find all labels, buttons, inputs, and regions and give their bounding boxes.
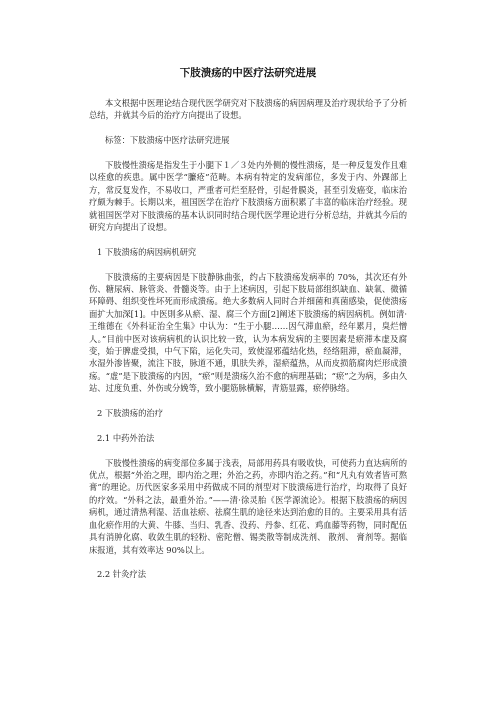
section-1-paragraph: 下肢溃疡的主要病因是下肢静脉曲张，约占下肢溃疡发病率的 70%，其次还有外伤、糖尿病、脉管炎、骨髓炎等。由于上述病因，引起下肢局部组织缺血、缺氧、微循环障碍、组织变性坏死而形成溃疡。绝大多数病人同时合并细菌和真菌感染，促使溃疡面扩大加深[1]。中医則多从瘀、湿、腐三个方面[2]阐述下肢溃疡的病因病机。例如清·王维德在《外科证治全生集》中认为：“生于小腿……因气滞血瘀，经年累月，臭烂憎人。”目前中医对该病病机的认识比较一致，认为本病发病的主要因素是瘀滞本虚及腐变，始于脾虚受损，中气下陷，运化失司，致使湿邪蕴结化热，经络阻滞，瘀血凝滞，水湿外渗皆聚，流注下肢，脉道不通，肌肤失养，湿瘀蕴热，从而皮损筋腐肉烂形成溃疡。“虚”是下肢溃疡的内因，“瘀”则是溃疡久治不愈的病理基础；“瘀”之为病，多由久站、过度负重、外伤或分娩等，致小腿筋脉横解，青筋显露，瘀停脉络。 <box>89 271 407 394</box>
section-1-heading: 1 下肢溃疡的病因病机研究 <box>97 246 197 257</box>
section-2-1-paragraph: 下肢慢性溃疡的病变部位多属于浅表，局部用药具有吸收快，可使药力直达病所的优点，根据“外治之理，即内治之理；外治之药，亦即内治之药。”和“凡丸有效者皆可熬膏”的理论。历代医家多采用中药做成不同的剂型对下肢溃疡进行治疗，均取得了良好的疗效。“外科之法，最重外治。”——清·徐灵胎《医学源流论》。根据下肢溃疡的病因病机，通过清热利湿、活血祛瘀、祛腐生肌的途径来达到治愈的目的。主要采用具有活血化瘀作用的大黄、牛膝、当归、乳香、没药、丹参、红花、鸡血藤等药物，同时配伍具有消肿化腐、收敛生肌的轻粉、密陀僧、锡类散等制成洗剂、 散剂、 膏剂等。据临床报道，其有效率达 90%以上。 <box>89 457 407 555</box>
document-page <box>89 66 407 593</box>
document-title: 下肢溃疡的中医疗法研究进展 <box>179 67 317 79</box>
section-2-1-heading: 2.1 中药外治法 <box>97 432 155 443</box>
section-2-heading: 2 下肢溃疡的治疗 <box>97 408 163 419</box>
intro-paragraph: 下肢慢性溃疡是指发生于小腿下１／３处内外侧的慢性溃疡，是一种反复发作且难以痊愈的疾患。属中医学“臁疮”范畴。本病有特定的发病部位，多发于内、外踝部上方，常反复发作，不易收口，严重者可烂至胫骨，引起骨膜炎，甚至引发癌变，临床治疗颇为棘手。长期以来，祖国医学在治疗下肢溃疡方面积累了丰富的临床治疗经验。现就祖国医学对下肢溃疡的基本认识同时结合现代医学理论进行分析总结，并就其今后的研究方向提出了设想。 <box>89 160 407 233</box>
abstract-paragraph: 本文根据中医理论结合现代医学研究对下肢溃疡的病因病理及治疗现状给予了分析总结，并就其今后的治疗方向提出了设想。 <box>89 98 407 121</box>
section-2-2-heading: 2.2 针灸疗法 <box>97 569 147 580</box>
keywords-line: 标签：下肢溃疡中医疗法研究进展 <box>105 135 230 146</box>
